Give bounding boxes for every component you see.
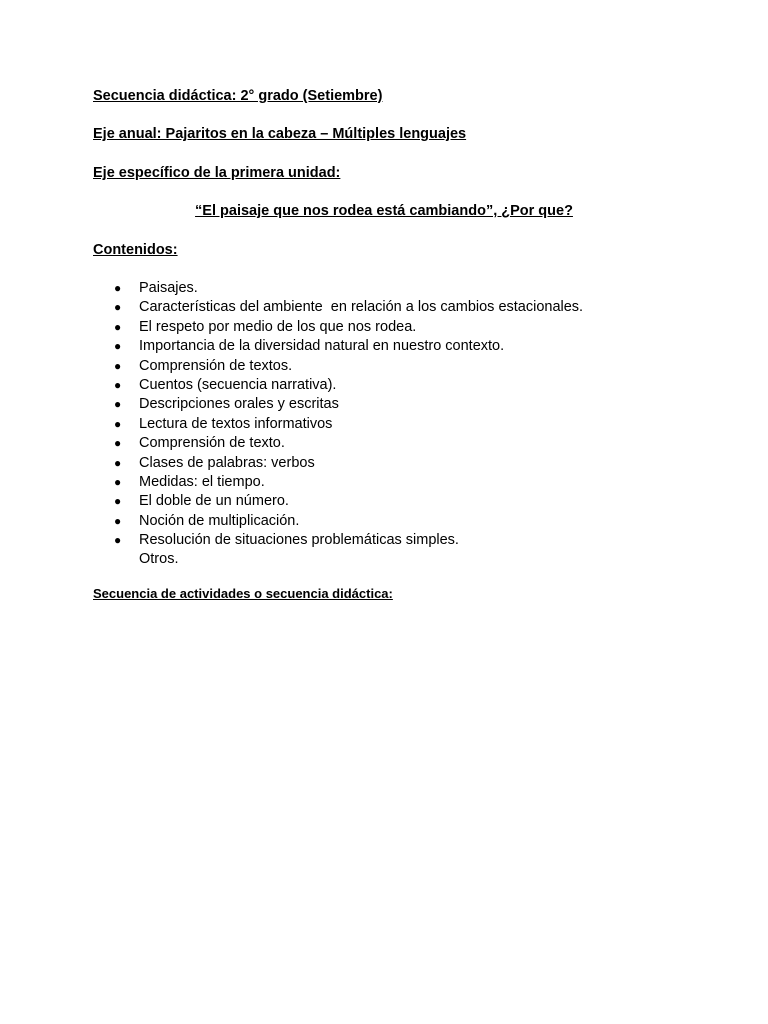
list-item: ● Comprensión de textos.	[114, 357, 583, 376]
contenidos-heading: Contenidos:	[93, 242, 178, 258]
bullet-icon: ●	[114, 300, 122, 315]
list-item: ● Descripciones orales y escritas	[114, 395, 583, 414]
bullet-icon: ●	[114, 416, 122, 431]
otros-text: Otros.	[139, 551, 179, 567]
bullet-icon: ●	[114, 475, 122, 490]
bullet-icon: ●	[114, 378, 122, 393]
unit-question: “El paisaje que nos rodea está cambiando”, ¿Por que?	[195, 203, 573, 219]
bullet-icon: ●	[114, 339, 122, 354]
bullet-icon: ●	[114, 358, 122, 373]
eje-especifico-heading: Eje específico de la primera unidad:	[93, 165, 341, 181]
bullet-icon: ●	[114, 513, 122, 528]
list-item: ● Paisajes.	[114, 279, 583, 298]
list-item: ● Características del ambiente en relación a los cambios estacionales.	[114, 298, 583, 317]
list-item: ● Lectura de textos informativos	[114, 415, 583, 434]
list-item: ● Clases de palabras: verbos	[114, 454, 583, 473]
bullet-icon: ●	[114, 397, 122, 412]
unit-question-row	[0, 202, 768, 220]
bullet-icon: ●	[114, 281, 122, 295]
bullet-icon: ●	[114, 319, 122, 334]
list-item: ● Noción de multiplicación.	[114, 512, 583, 531]
list-item: ● El doble de un número.	[114, 492, 583, 511]
list-item: ● Importancia de la diversidad natural en nuestro contexto.	[114, 337, 583, 356]
list-item: ● Medidas: el tiempo.	[114, 473, 583, 492]
bullet-icon: ●	[114, 533, 122, 548]
contenidos-list	[114, 279, 583, 551]
secuencia-heading: Secuencia de actividades o secuencia didáctica:	[93, 586, 393, 601]
list-item: ● Comprensión de texto.	[114, 434, 583, 453]
eje-anual-heading: Eje anual: Pajaritos en la cabeza – Múltiples lenguajes	[93, 126, 467, 142]
list-item: ● Cuentos (secuencia narrativa).	[114, 376, 583, 395]
bullet-icon: ●	[114, 436, 122, 451]
bullet-icon: ●	[114, 455, 122, 470]
list-item: ● Resolución de situaciones problemáticas simples.	[114, 531, 583, 550]
list-item: ● El respeto por medio de los que nos rodea.	[114, 318, 583, 337]
bullet-icon: ●	[114, 494, 122, 509]
document-title: Secuencia didáctica: 2° grado (Setiembre)	[93, 88, 383, 104]
